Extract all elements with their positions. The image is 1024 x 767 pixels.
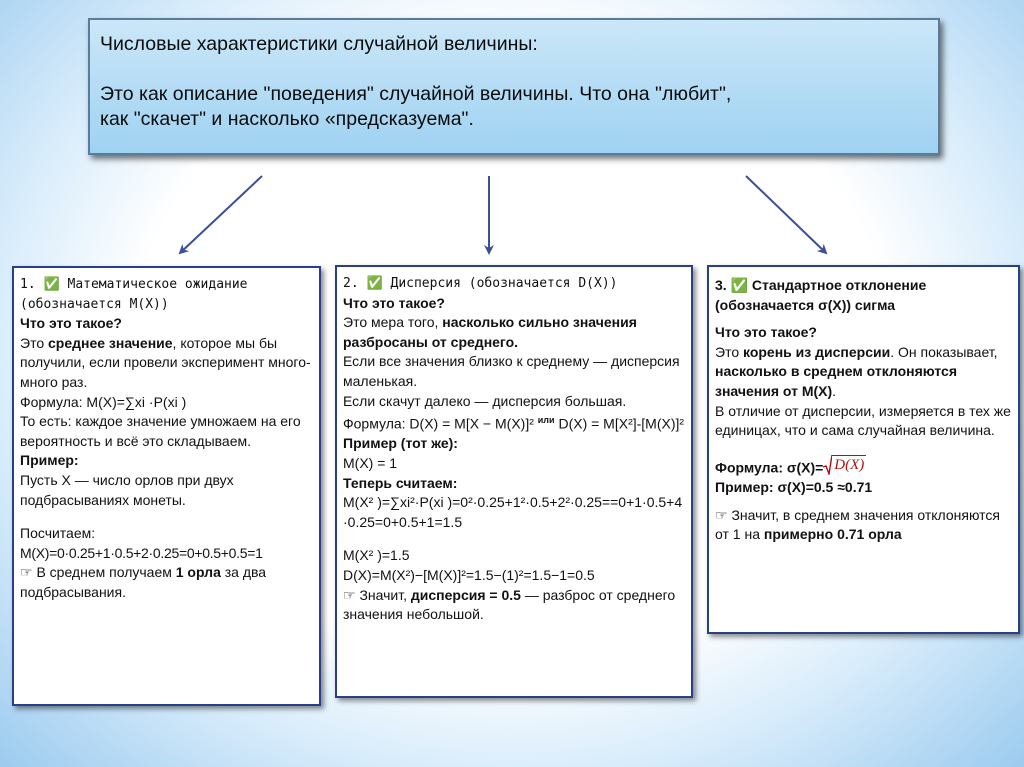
arrow-right xyxy=(746,176,826,253)
card-expectation xyxy=(12,266,321,706)
card1-calc-heading: Посчитаем: xyxy=(20,525,96,542)
card1-formula: Формула: M(X)=∑xi ·P(xi ) xyxy=(20,393,187,410)
card3-definition: Это корень из дисперсии. Он показывает, насколько в среднем отклоняются значения от M(X). xyxy=(715,343,998,399)
card2-large-spread: Если скачут далеко — дисперсия большая. xyxy=(343,392,627,409)
card2-small-spread: Если все значения близко к среднему — дисперсия маленькая. xyxy=(343,353,680,389)
card2-question: Что это такое? xyxy=(343,294,445,311)
card2-definition: Это мера того, насколько сильно значения разбросаны от среднего. xyxy=(343,314,637,350)
card1-question: Что это такое? xyxy=(20,315,122,332)
card1-title: 1. ✅ Математическое ожидание xyxy=(20,277,248,292)
header-line-1: Это как описание "поведения" случайной величины. Что она "любит", xyxy=(100,83,732,105)
arrow-left xyxy=(180,176,262,253)
card-variance xyxy=(335,265,693,698)
card3-question: Что это такое? xyxy=(715,324,817,341)
card1-result: ☞ В среднем получаем 1 орла за два подбрасывания. xyxy=(20,564,267,600)
sqrt-formula: D(X) xyxy=(823,455,866,476)
card3-result: ☞ Значит, в среднем значения отклоняются от 1 на примерно 0.71 орла xyxy=(715,506,1001,543)
card2-example-heading: Пример (тот же): xyxy=(343,435,458,452)
card2-mx: M(X) = 1 xyxy=(343,455,398,471)
card1-example-heading: Пример: xyxy=(20,452,79,469)
card2-dx: D(X)=M(X²)−[M(X)]²=1.5−(1)²=1.5−1=0.5 xyxy=(343,566,595,583)
card2-mx2: M(X² )=1.5 xyxy=(343,547,410,564)
header-line-2: как "скачет" и насколько «предсказуема". xyxy=(100,108,474,130)
card-std-deviation xyxy=(707,265,1020,634)
header-title: Числовые характеристики случайной величины: xyxy=(100,33,538,55)
card3-extra: В отличие от дисперсии, измеряется в тех же единицах, что и сама случайная величина. xyxy=(715,402,1011,439)
card3-title: 3. ✅ Стандартное отклонение (обозначается σ(X)) сигма xyxy=(715,277,927,313)
card2-calc: M(X² )=∑xi²·P(xi )=0²·0.25+1²·0.5+2²·0.25==0+1·0.5+4·0.25=0+0.5+1=1.5 xyxy=(343,494,683,530)
card1-example: Пусть X — число орлов при двух подбрасываниях монеты. xyxy=(20,471,234,508)
card1-calc: M(X)=0·0.25+1·0.5+2·0.25=0+0.5+0.5=1 xyxy=(20,544,263,561)
card3-formula: Формула: σ(X)= D(X) xyxy=(715,456,865,476)
card2-title: 2. ✅ Дисперсия (обозначается D(X)) xyxy=(343,276,618,291)
card2-formula: Формула: D(X) = M[X − M(X)]² $^{или}$ D(X) = M[X²]-[M(X)]² xyxy=(343,415,685,432)
card1-notation: (обозначается M(X)) xyxy=(20,296,169,312)
card3-example: Пример: σ(X)=0.5 ≈0.71 xyxy=(715,478,873,495)
card2-now-heading: Теперь считаем: xyxy=(343,474,458,491)
card1-definition: Это среднее значение, которое мы бы получили, если провели эксперимент много-много раз. xyxy=(20,334,311,390)
card2-result: ☞ Значит, дисперсия = 0.5 — разброс от среднего значения небольшой. xyxy=(343,586,676,623)
card1-meaning: То есть: каждое значение умножаем на его вероятность и всё это складываем. xyxy=(20,413,301,449)
